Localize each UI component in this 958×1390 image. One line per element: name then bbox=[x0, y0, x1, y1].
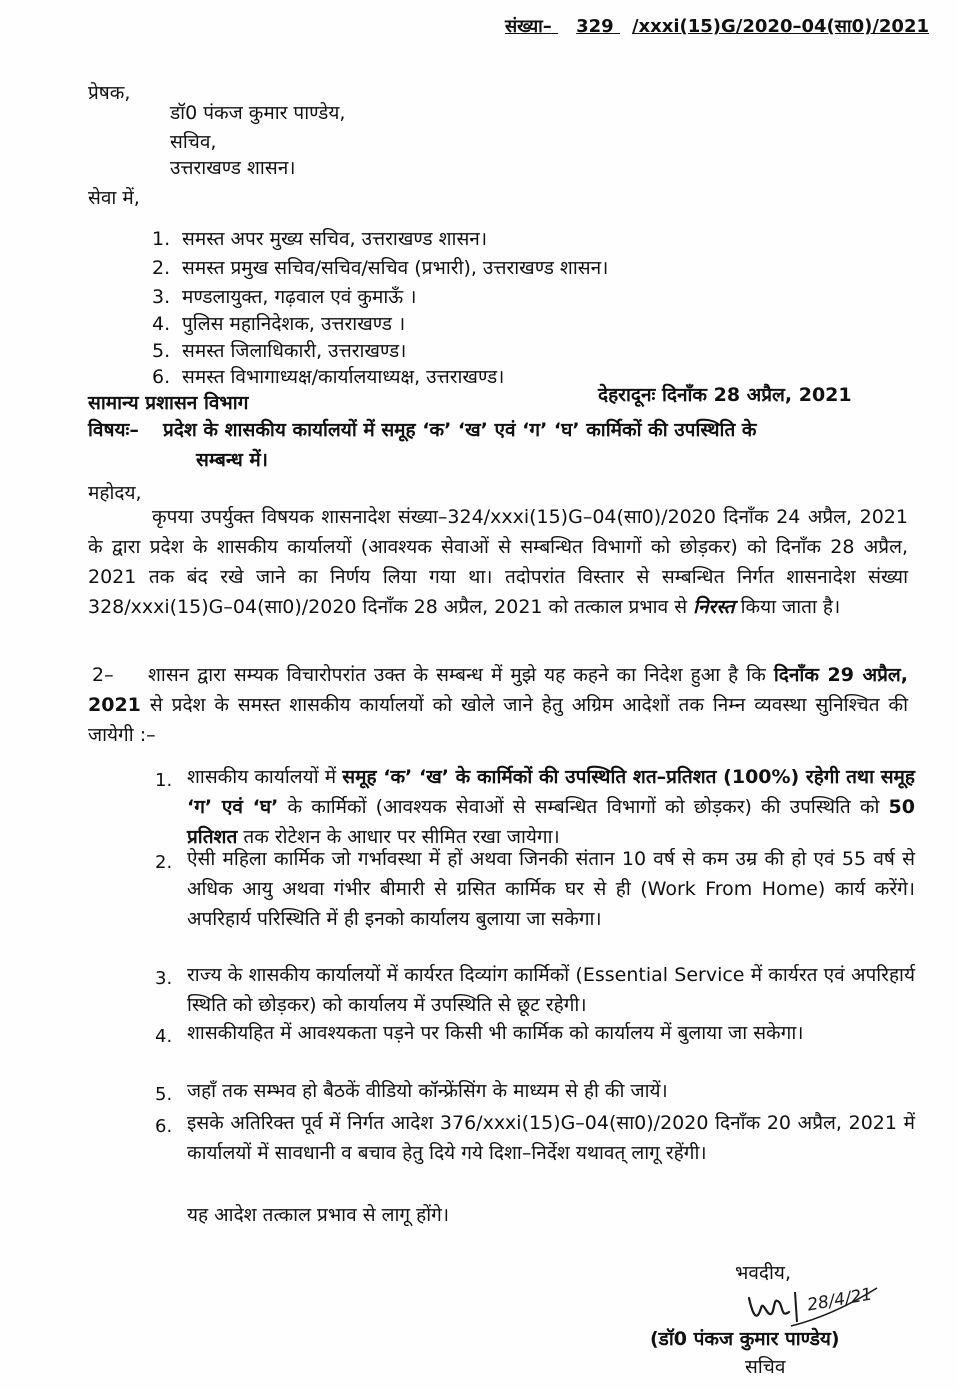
closing-note: यह आदेश तत्काल प्रभाव से लागू होंगे। bbox=[187, 1204, 450, 1226]
recipient-item: 6. समस्त विभागाध्यक्ष/कार्यालयाध्यक्ष, उत्तराखण्ड। bbox=[152, 366, 505, 388]
direction-item: ऐसी महिला कार्मिक जो गर्भावस्था में हों अथवा जिनकी संतान 10 वर्ष से कम उम्र की हो एवं 55 वर्ष से अधिक आयु अथवा गंभीर बीमारी से ग्रसित कार्मिक घर से ही (Work From Home) कार्य करेंगे। अपरिहार्य परिस्थिति में ही इनको कार्यालय बुलाया जा सकेगा। bbox=[187, 848, 915, 930]
direction-number: 3. bbox=[155, 968, 173, 989]
direction-item: जहाँ तक सम्भव हो बैठकें वीडियो कॉन्फ्रेंसिंग के माध्यम से ही की जायें। bbox=[187, 1080, 668, 1102]
direction-number: 1. bbox=[155, 770, 173, 791]
direction-number: 5. bbox=[155, 1084, 173, 1105]
ref-number: 329 bbox=[576, 16, 614, 37]
sender-name: डॉ0 पंकज कुमार पाण्डेय, bbox=[170, 102, 346, 124]
ref-label: संख्या– bbox=[505, 16, 552, 37]
ref-code: /xxxi(15)G/2020–04(सा0)/2021 bbox=[631, 16, 930, 37]
direction-item: शासकीय कार्यालयों में समूह ‘क’ ‘ख’ के कार्मिकों की उपस्थिति शत–प्रतिशत (100%) रहेगी तथा समूह ‘ग’ एवं ‘घ’ के कार्मिकों (आवश्यक सेवाओं से सम्बन्धित विभागों को छोड़कर) की उपस्थिति को 50 प्रतिशत तक रोटेशन के आधार पर सीमित रखा जायेगा। bbox=[187, 766, 915, 848]
valediction: भवदीय, bbox=[735, 1262, 791, 1284]
paragraph-2-number: 2– bbox=[92, 664, 114, 686]
sender-office: उत्तराखण्ड शासन। bbox=[170, 157, 296, 179]
sender-designation: सचिव, bbox=[170, 131, 217, 153]
recipient-item: 2. समस्त प्रमुख सचिव/सचिव/सचिव (प्रभारी), उत्तराखण्ड शासन। bbox=[152, 257, 609, 279]
direction-item: इसके अतिरिक्त पूर्व में निर्गत आदेश 376/xxxi(15)G–04(सा0)/2020 दिनाँक 20 अप्रैल, 2021 में कार्यालयों में सावधानी व बचाव हेतु दिये गये दिशा–निर्देश यथावत् लागू रहेंगी। bbox=[187, 1112, 915, 1164]
effective-date: दिनाँक 29 अप्रैल, 2021 bbox=[88, 664, 909, 716]
signatory-name: (डॉ0 पंकज कुमार पाण्डेय) bbox=[650, 1328, 840, 1350]
paragraph-2: शासन द्वारा सम्यक विचारोपरांत उक्त के सम्बन्ध में मुझे यह कहने का निदेश हुआ है कि दिनाँक 29 अप्रैल, 2021 से प्रदेश के समस्त शासकीय कार्यालयों को खोले जाने हेतु अग्रिम आदेशों तक निम्न व्यवस्था सुनिश्चित की जायेगी :– bbox=[88, 664, 909, 746]
place-date: देहरादूनः दिनाँक 28 अप्रैल, 2021 bbox=[598, 384, 852, 406]
direction-number: 2. bbox=[155, 852, 173, 873]
recipient-item: 1. समस्त अपर मुख्य सचिव, उत्तराखण्ड शासन। bbox=[152, 228, 488, 250]
recipients-label: सेवा में, bbox=[88, 187, 140, 209]
reference-number bbox=[505, 12, 929, 42]
subject-label: विषयः– bbox=[88, 419, 139, 441]
department-name: सामान्य प्रशासन विभाग bbox=[88, 392, 249, 414]
subject-line-2: सम्बन्ध में। bbox=[196, 449, 268, 471]
subject-line-1: प्रदेश के शासकीय कार्यालयों में समूह ‘क’ ‘ख’ एवं ‘ग’ ‘घ’ कार्मिकों की उपस्थिति के bbox=[163, 419, 757, 441]
annulled-word: निरस्त bbox=[693, 596, 735, 618]
direction-item: राज्य के शासकीय कार्यालयों में कार्यरत दिव्यांग कार्मिकों (Essential Service में कार्यरत एवं अपरिहार्य स्थिति को छोड़कर) को कार्यालय में उपस्थिति से छूट रहेगी। bbox=[187, 964, 915, 1016]
handwritten-signature bbox=[745, 1282, 885, 1330]
signatory-designation: सचिव bbox=[745, 1356, 786, 1378]
direction-item: शासकीयहित में आवश्यकता पड़ने पर किसी भी कार्मिक को कार्यालय में बुलाया जा सकेगा। bbox=[187, 1022, 804, 1044]
paragraph-1: कृपया उपर्युक्त विषयक शासनादेश संख्या–324/xxxi(15)G–04(सा0)/2020 दिनाँक 24 अप्रैल, 2021 के द्वारा प्रदेश के शासकीय कार्यालयों (आवश्यक सेवाओं से सम्बन्धित विभागों को छोड़कर) को दिनाँक 28 अप्रैल, 2021 तक बंद रखे जाने का निर्णय लिया गया था। तदोपरांत विस्तार से सम्बन्धित निर्गत शासनादेश संख्या 328/xxxi(15)G–04(सा0)/2020 दिनाँक 28 अप्रैल, 2021 को तत्काल प्रभाव से निरस्त किया जाता है। bbox=[88, 506, 908, 618]
direction-number: 4. bbox=[155, 1026, 173, 1047]
recipient-item: 5. समस्त जिलाधिकारी, उत्तराखण्ड। bbox=[152, 340, 407, 362]
recipient-item: 4. पुलिस महानिदेशक, उत्तराखण्ड । bbox=[152, 313, 406, 335]
recipient-item: 3. मण्डलायुक्त, गढ़वाल एवं कुमाऊँ । bbox=[152, 286, 417, 308]
salutation: महोदय, bbox=[88, 482, 142, 504]
signature-date: 28/4/21 bbox=[805, 1284, 874, 1316]
direction-number: 6. bbox=[155, 1116, 173, 1137]
sender-label: प्रेषक, bbox=[88, 82, 131, 104]
